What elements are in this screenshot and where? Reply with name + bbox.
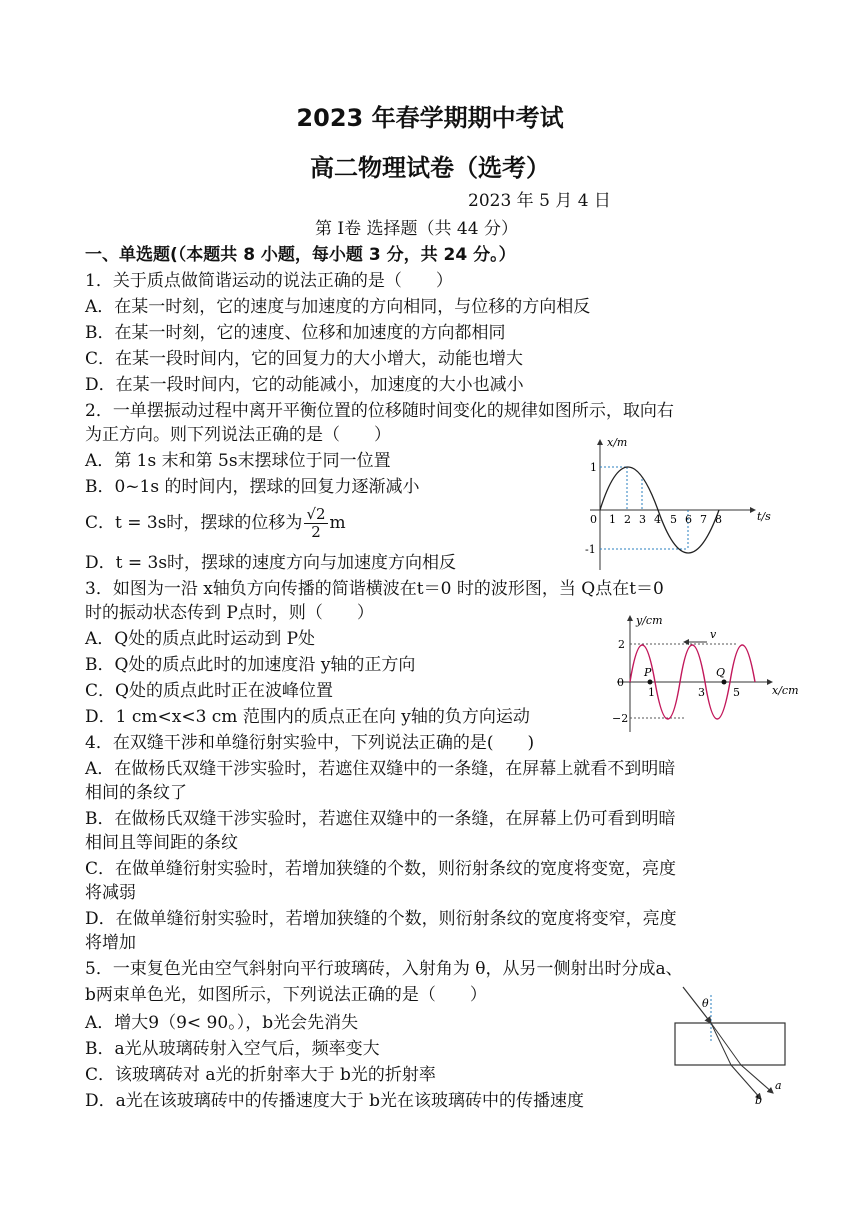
y-tick-2: 2 bbox=[618, 638, 625, 651]
ray-a-label: a bbox=[775, 1079, 782, 1092]
q1-option-c: C．在某一段时间内，它的回复力的大小增大，动能也增大 bbox=[85, 349, 524, 369]
x-tick-3: 3 bbox=[698, 686, 705, 699]
part-heading: 第 I卷 选择题（共 44 分） bbox=[315, 219, 518, 239]
q4-option-c-line1: C．在做单缝衍射实验时，若增加狭缝的个数，则衍射条纹的宽度将变宽，亮度 bbox=[85, 859, 677, 879]
pendulum-graph bbox=[585, 435, 775, 574]
y-tick-minus-2: −2 bbox=[612, 712, 629, 725]
q1-option-b: B．在某一时刻，它的速度、位移和加速度的方向都相同 bbox=[85, 323, 506, 343]
q2-option-a: A．第 1s 末和第 5s末摆球位于同一位置 bbox=[85, 451, 391, 471]
x-tick-labels bbox=[609, 513, 722, 526]
exam-subtitle: 高二物理试卷（选考） bbox=[310, 154, 550, 182]
q5-stem-line1: 5．一束复色光由空气斜射向平行玻璃砖，入射角为 θ，从另一侧射出时分成a、 bbox=[85, 959, 683, 979]
q3-stem-line1: 3．如图为一沿 x轴负方向传播的简谐横波在t＝0 时的波形图，当 Q点在t＝0 bbox=[85, 579, 664, 599]
q2-option-c bbox=[85, 506, 346, 541]
q4-option-d-line2: 将增加 bbox=[85, 933, 136, 953]
q3-option-c: C．Q处的质点此时正在波峰位置 bbox=[85, 681, 333, 701]
q4-option-b-line1: B．在做杨氏双缝干涉实验时，若遮住双缝中的一条缝，在屏幕上仍可看到明暗 bbox=[85, 809, 676, 829]
origin-label: 0 bbox=[590, 513, 597, 526]
x-axis-label: x/cm bbox=[772, 684, 799, 697]
glass-brick-diagram bbox=[665, 985, 795, 1109]
x-axis-label: t/s bbox=[757, 510, 771, 523]
x-tick: 8 bbox=[715, 513, 722, 526]
y-tick-minus-1: -1 bbox=[585, 543, 596, 556]
exam-date: 2023 年 5 月 4 日 bbox=[468, 191, 611, 211]
q2-stem-line1: 2．一单摆振动过程中离开平衡位置的位移随时间变化的规律如图所示，取向右 bbox=[85, 401, 674, 421]
section-heading: 一、单选题(（本题共 8 小题，每小题 3 分，共 24 分。） bbox=[85, 245, 516, 265]
q3-option-b: B．Q处的质点此时的加速度沿 y轴的正方向 bbox=[85, 655, 416, 675]
q4-option-a-line1: A．在做杨氏双缝干涉实验时，若遮住双缝中的一条缝，在屏幕上就看不到明暗 bbox=[85, 759, 676, 779]
q2-option-c-text: C．t = 3s时，摆球的位移为 bbox=[85, 513, 303, 533]
q5-option-d: D．a光在该玻璃砖中的传播速度大于 b光在该玻璃砖中的传播速度 bbox=[85, 1091, 585, 1111]
q3-option-a: A．Q处的质点此时运动到 P处 bbox=[85, 629, 316, 649]
q4-stem: 4．在双缝干涉和单缝衍射实验中，下列说法正确的是( ) bbox=[85, 733, 535, 753]
x-tick: 4 bbox=[654, 513, 661, 526]
q5-stem-line2: b两束单色光，如图所示，下列说法正确的是（ ） bbox=[85, 985, 487, 1005]
q4-option-c-line2: 将减弱 bbox=[85, 883, 136, 903]
q2-option-b: B．0~1s 的时间内，摆球的回复力逐渐减小 bbox=[85, 477, 420, 497]
velocity-label: v bbox=[710, 628, 717, 641]
point-p-marker bbox=[648, 680, 653, 685]
x-tick: 6 bbox=[685, 513, 692, 526]
q5-option-a: A．增大9（9< 90。），b光会先消失 bbox=[85, 1013, 359, 1033]
point-q-marker bbox=[722, 680, 727, 685]
q4-option-d-line1: D．在做单缝衍射实验时，若增加狭缝的个数，则衍射条纹的宽度将变窄，亮度 bbox=[85, 909, 677, 929]
q1-stem: 1．关于质点做简谐运动的说法正确的是（ ） bbox=[85, 271, 453, 291]
x-tick-5: 5 bbox=[733, 686, 740, 699]
q4-option-b-line2: 相间且等间距的条纹 bbox=[85, 833, 238, 853]
point-p-label: P bbox=[644, 666, 652, 679]
x-tick-1: 1 bbox=[648, 686, 655, 699]
q2-stem-line2: 为正方向。则下列说法正确的是（ ） bbox=[85, 425, 391, 445]
q1-option-a: A．在某一时刻，它的速度与加速度的方向相同，与位移的方向相反 bbox=[85, 297, 591, 317]
q3-stem-line2: 时的振动状态传到 P点时，则（ ） bbox=[85, 603, 374, 623]
q1-option-d: D．在某一段时间内，它的动能减小，加速度的大小也减小 bbox=[85, 375, 524, 395]
q5-option-b: B．a光从玻璃砖射入空气后，频率变大 bbox=[85, 1039, 380, 1059]
refracted-ray-b bbox=[711, 1023, 731, 1065]
y-axis-label: y/cm bbox=[636, 614, 663, 627]
q2-option-d: D．t = 3s时，摆球的速度方向与加速度方向相反 bbox=[85, 553, 457, 573]
x-tick: 2 bbox=[624, 513, 631, 526]
sqrt2-over-2-fraction bbox=[304, 506, 327, 541]
y-axis-label: x/m bbox=[607, 436, 628, 449]
fraction-numerator: √2 bbox=[306, 505, 326, 523]
x-tick: 3 bbox=[639, 513, 646, 526]
q4-option-a-line2: 相间的条纹了 bbox=[85, 783, 187, 803]
x-tick: 7 bbox=[700, 513, 707, 526]
x-tick: 5 bbox=[670, 513, 677, 526]
theta-label: θ bbox=[702, 997, 709, 1010]
wave-graph bbox=[612, 612, 807, 736]
glass-brick bbox=[675, 1023, 785, 1065]
y-tick-1: 1 bbox=[590, 461, 597, 474]
fraction-denominator: 2 bbox=[311, 523, 321, 541]
fraction-unit: m bbox=[329, 513, 346, 533]
refracted-ray-a bbox=[711, 1023, 741, 1065]
ray-b-label: b bbox=[755, 1094, 763, 1107]
exit-ray-a bbox=[741, 1065, 773, 1093]
point-q-label: Q bbox=[716, 666, 726, 679]
exam-title: 2023 年春学期期中考试 bbox=[296, 104, 564, 132]
x-tick: 1 bbox=[609, 513, 616, 526]
q3-option-d: D．1 cm<x<3 cm 范围内的质点正在向 y轴的负方向运动 bbox=[85, 707, 530, 727]
q5-option-c: C．该玻璃砖对 a光的折射率大于 b光的折射率 bbox=[85, 1065, 436, 1085]
origin-label: 0 bbox=[617, 676, 624, 689]
